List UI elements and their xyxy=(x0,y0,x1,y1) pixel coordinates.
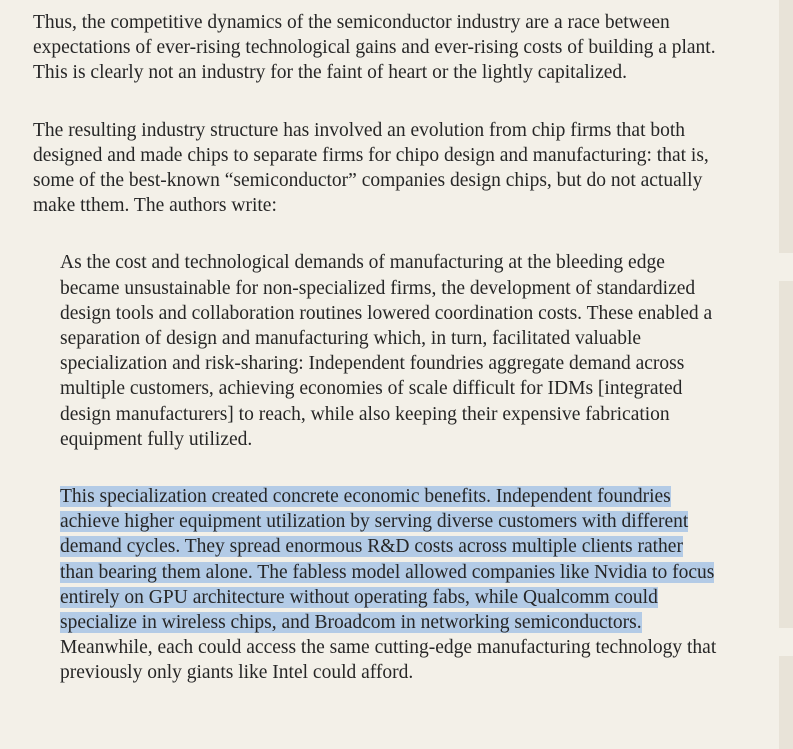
article-body xyxy=(33,10,745,718)
quote-text: Meanwhile, each could access the same cutting-edge manufacturing technology that previously only giants like Intel could afford. xyxy=(60,637,717,684)
gutter-notch xyxy=(779,253,793,281)
scrollbar-track[interactable] xyxy=(779,0,793,749)
quote-paragraph xyxy=(60,484,720,686)
blockquote xyxy=(60,250,720,685)
gutter-notch xyxy=(779,628,793,656)
text-selection[interactable]: This specialization created concrete economic benefits. Independent foundries achieve higher equipment utilization by serving diverse customers with different demand cycles. They spread enormous R&D costs across multiple clients rather than bearing them alone. The fabless model allowed companies like Nvidia to focus entirely on GPU architecture without operating fabs, while Qualcomm could specialize in wireless chips, and Broadcom in networking semiconductors. xyxy=(60,486,715,634)
paragraph: Thus, the competitive dynamics of the semiconductor industry are a race between expectations of ever-rising technological gains and ever-rising costs of building a plant. This is clearly not an industry for the faint of heart or the lightly capitalized. xyxy=(33,12,716,84)
quote-paragraph: As the cost and technological demands of manufacturing at the bleeding edge became unsustainable for non-specialized firms, the development of standardized design tools and collaboration routines lowered coordination costs. These enabled a separation of design and manufacturing which, in turn, facilitated valuable specialization and risk-sharing: Independent foundries aggregate demand across multiple customers, achieving economies of scale difficult for IDMs [integrated design manufacturers] to reach, while also keeping their expensive fabrication equipment fully utilized. xyxy=(60,252,713,450)
paragraph: The resulting industry structure has involved an evolution from chip firms that both designed and made chips to separate firms for chipo design and manufacturing: that is, some of the best-known “semiconductor” companies design chips, but do not actually make tthem. The authors write: xyxy=(33,119,709,217)
